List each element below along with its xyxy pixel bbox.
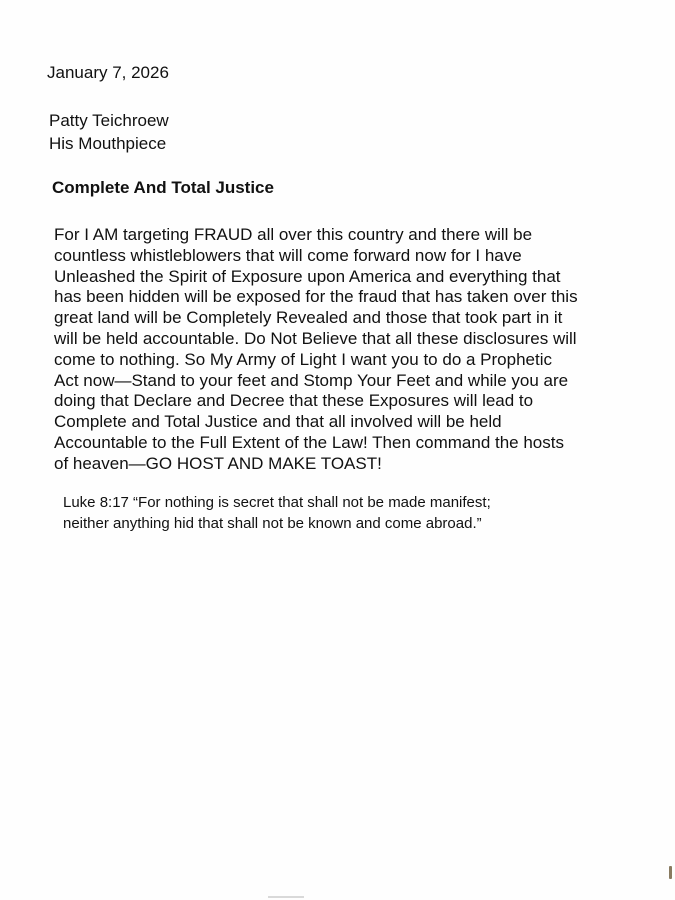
scripture-quote bbox=[63, 492, 623, 534]
body-line: Accountable to the Full Extent of the Law! Then command the hosts bbox=[54, 432, 564, 452]
scripture-line: Luke 8:17 “For nothing is secret that shall not be made manifest; bbox=[63, 494, 491, 511]
body-line: Act now—Stand to your feet and Stomp Your Feet and while you are bbox=[54, 370, 569, 390]
body-line: countless whistleblowers that will come forward now for I have bbox=[54, 245, 522, 265]
body-line: For I AM targeting FRAUD all over this country and there will be bbox=[54, 225, 533, 244]
scan-artifact-mark bbox=[669, 866, 672, 879]
scan-artifact-smudge bbox=[268, 896, 304, 898]
letter-date: January 7, 2026 bbox=[47, 63, 169, 82]
body-line: of heaven—GO HOST AND MAKE TOAST! bbox=[54, 453, 382, 473]
author-name: Patty Teichroew bbox=[49, 111, 169, 130]
body-line: great land will be Completely Revealed and those that took part in it bbox=[54, 308, 563, 328]
body-line: doing that Declare and Decree that these Exposures will lead to bbox=[54, 391, 534, 411]
body-line: come to nothing. So My Army of Light I want you to do a Prophetic bbox=[54, 349, 552, 369]
letter-title: Complete And Total Justice bbox=[52, 178, 274, 197]
body-line: will be held accountable. Do Not Believe that all these disclosures will bbox=[54, 328, 577, 348]
letter-body bbox=[54, 225, 654, 475]
scripture-line: neither anything hid that shall not be known and come abroad.” bbox=[63, 515, 482, 532]
body-line: Complete and Total Justice and that all involved will be held bbox=[54, 412, 502, 432]
body-line: Unleashed the Spirit of Exposure upon America and everything that bbox=[54, 266, 561, 286]
author-role: His Mouthpiece bbox=[49, 134, 167, 153]
body-line: has been hidden will be exposed for the fraud that has taken over this bbox=[54, 287, 578, 307]
author-block bbox=[49, 109, 169, 155]
